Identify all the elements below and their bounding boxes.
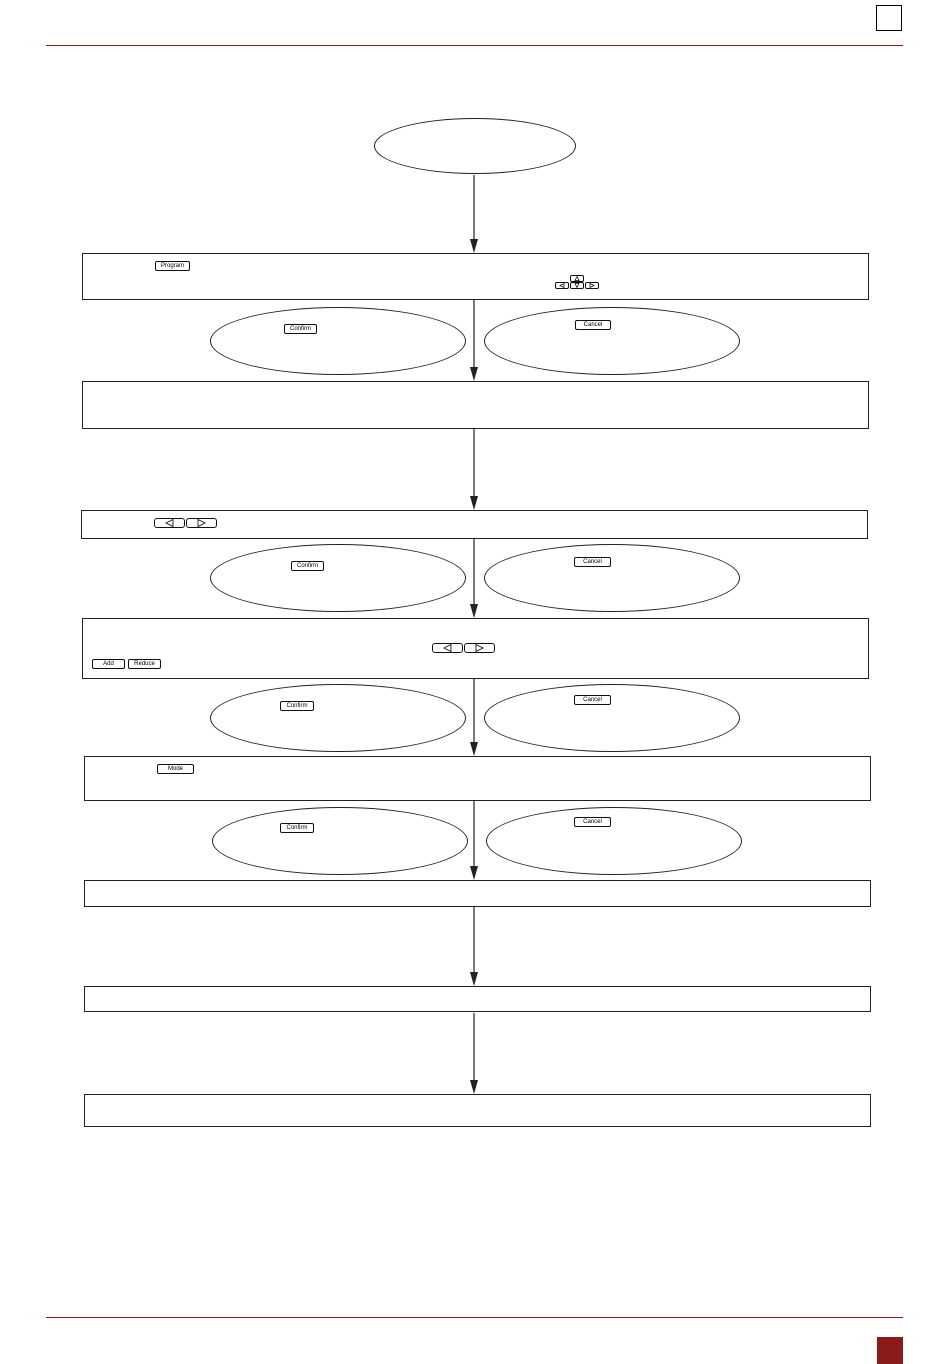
left-arrow-key xyxy=(432,643,463,653)
left-triangle-icon xyxy=(433,644,462,652)
confirm-branch-oval-3 xyxy=(210,684,466,752)
cancel-key-4: Cancel xyxy=(574,817,611,827)
cancel-branch-oval-3 xyxy=(484,684,740,752)
up-key xyxy=(570,275,584,282)
reduce-key: Reduce xyxy=(128,659,161,669)
confirm-key-3: Confirm xyxy=(280,701,314,711)
cancel-key-3: Cancel xyxy=(574,695,611,705)
confirm-key-2: Confirm xyxy=(291,561,324,571)
step-7-box xyxy=(84,986,871,1012)
step-6-box xyxy=(84,880,871,907)
right-arrow-key xyxy=(186,518,217,528)
up-triangle-icon xyxy=(571,276,583,281)
arrowhead xyxy=(470,742,478,756)
left-triangle-icon xyxy=(155,519,184,527)
mode-key: Mode xyxy=(157,764,194,774)
confirm-key-4: Confirm xyxy=(280,823,314,833)
left-arrow-key xyxy=(154,518,185,528)
step-5-box xyxy=(84,756,871,801)
cancel-branch-oval-4 xyxy=(486,807,742,875)
confirm-branch-oval-4 xyxy=(212,807,468,875)
confirm-key-1: Confirm xyxy=(284,324,317,334)
cancel-branch-oval-2 xyxy=(484,544,740,612)
step-2-box xyxy=(82,381,869,429)
start-oval xyxy=(374,118,576,174)
confirm-branch-oval-2 xyxy=(210,544,466,612)
cancel-key-1: Cancel xyxy=(575,320,611,330)
left-triangle-icon xyxy=(556,283,568,288)
left-key xyxy=(555,282,569,289)
arrowhead xyxy=(470,367,478,381)
right-arrow-key xyxy=(464,643,495,653)
right-triangle-icon xyxy=(187,519,216,527)
confirm-branch-oval-1 xyxy=(210,307,466,375)
arrowhead xyxy=(470,239,478,253)
right-triangle-icon xyxy=(586,283,598,288)
cancel-key-2: Cancel xyxy=(574,557,611,567)
down-key xyxy=(570,282,584,289)
arrowhead xyxy=(470,972,478,986)
arrowhead xyxy=(470,496,478,510)
down-triangle-icon xyxy=(571,283,583,288)
step-8-box xyxy=(84,1094,871,1127)
arrowhead xyxy=(470,1080,478,1094)
arrowhead xyxy=(470,866,478,880)
right-key xyxy=(585,282,599,289)
step-1-box xyxy=(82,253,869,300)
arrowhead xyxy=(470,604,478,618)
cancel-branch-oval-1 xyxy=(484,307,740,375)
add-key: Add xyxy=(92,659,125,669)
program-key: Program xyxy=(155,261,190,271)
right-triangle-icon xyxy=(465,644,494,652)
